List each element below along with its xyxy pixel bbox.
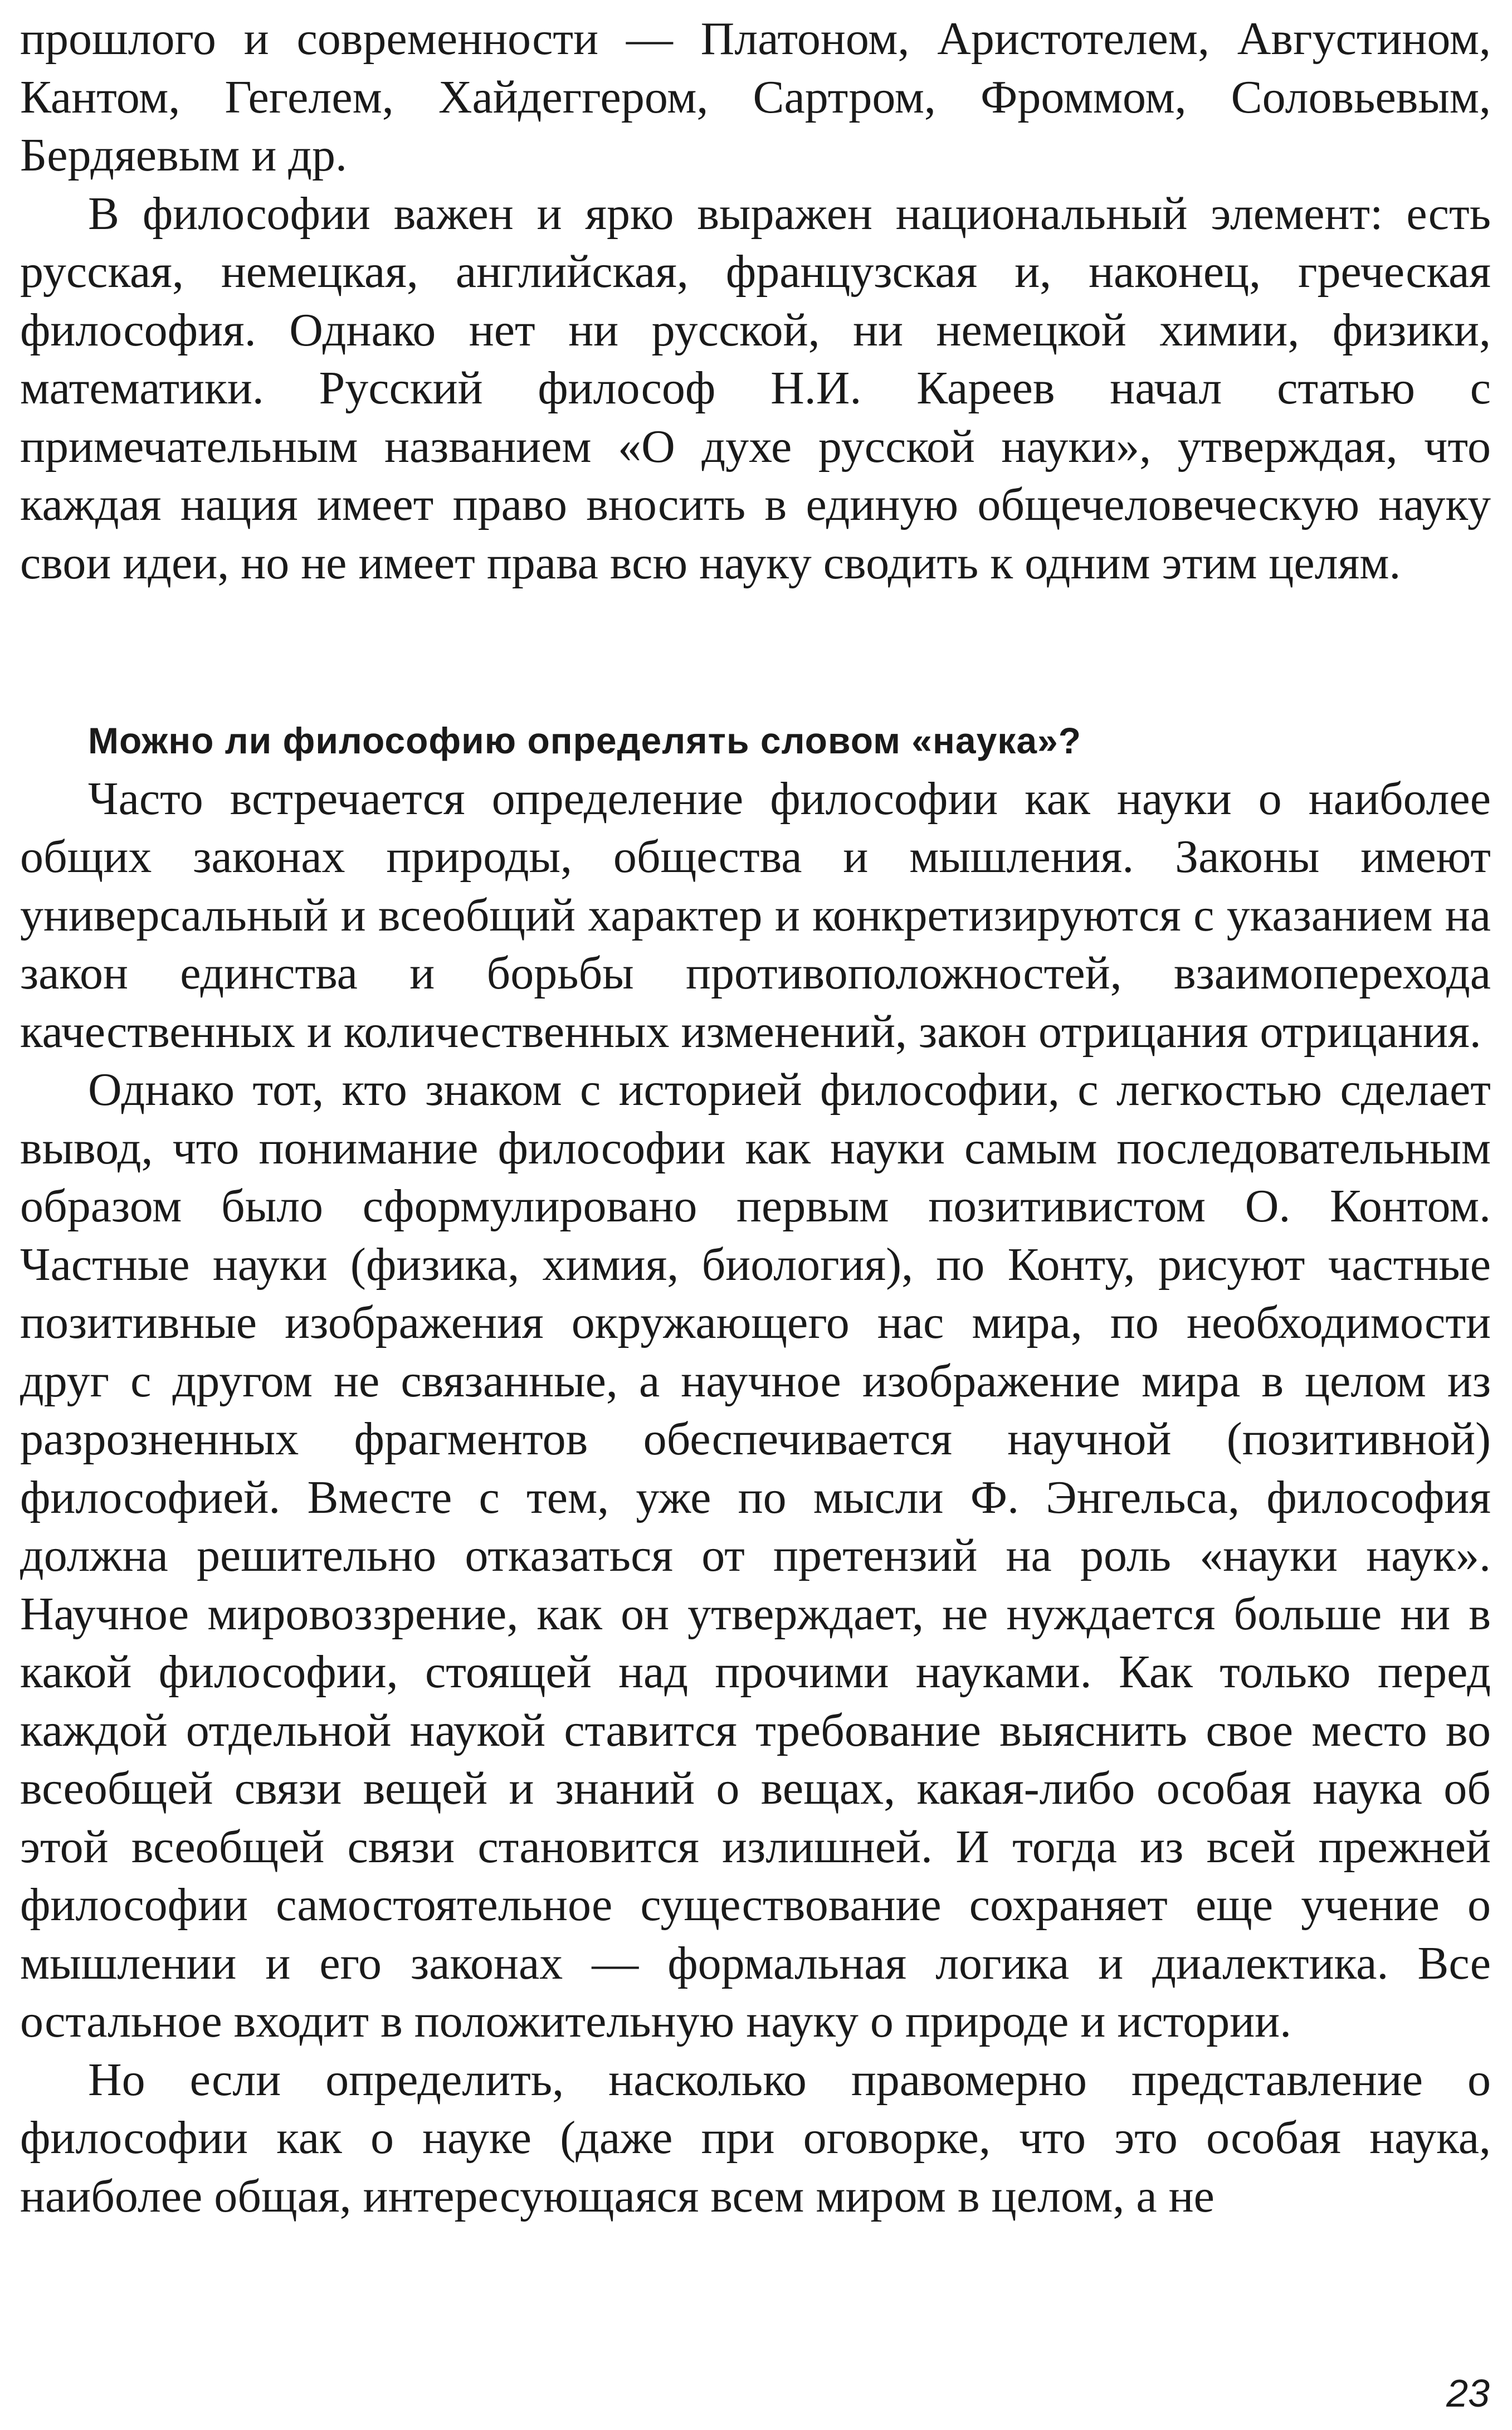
- section-gap: [20, 592, 1491, 712]
- paragraph-continued: прошлого и современности — Платоном, Аристотелем, Августином, Кантом, Гегелем, Хайдеггером, Сартром, Фроммом, Соловьевым, Бердяевым и др.: [20, 13, 1491, 181]
- paragraph-national-element: В философии важен и ярко выражен национальный элемент: есть русская, немецкая, английская, французская и, наконец, греческая философия. Однако нет ни русской, ни немецкой химии, физики, математики. Русский философ Н.И. Кареев начал статью с примечательным названием «О духе русской науки», утверждая, что каждая нация имеет право вносить в единую общечеловеческую науку свои идеи, но не имеет права всю науку сводить к одним этим целям.: [20, 187, 1491, 589]
- paragraph-positivism: Однако тот, кто знаком с историей философии, с легкостью сделает вывод, что понимание философии как науки самым последовательным образом было сформулировано первым позитивистом О. Контом. Частные науки (физика, химия, биология), по Конту, рисуют частные позитивные изображения окружающего нас мира, по необходимости друг с другом не связанные, а научное изображение мира в целом из разрозненных фрагментов обеспечивается научной (позитивной) философией. Вместе с тем, уже по мысли Ф. Энгельса, философия должна решительно отказаться от претензий на роль «науки наук». Научное мировоззрение, как он утверждает, не нуждается больше ни в какой философии, стоящей над прочими науками. Как только перед каждой отдельной наукой ставится требование выяснить свое место во всеобщей связи вещей и знаний о вещах, какая-либо особая наука об этой всеобщей связи становится излишней. И тогда из всей прежней философии самостоятельное существование сохраняет еще учение о мышлении и его законах — формальная логика и диалектика. Все остальное входит в положительную науку о природе и истории.: [20, 1064, 1491, 2047]
- section-heading: Можно ли философию определять словом «наука»?: [88, 720, 1082, 761]
- paragraph-conclusion: Но если определить, насколько правомерно представление о философии как о науке (даже при оговорке, что это особая наука, наиболее общая, интересующаяся всем миром в целом, а не: [20, 2053, 1491, 2222]
- text-column: [20, 10, 1491, 2226]
- paragraph-definition: Часто встречается определение философии как науки о наиболее общих законах природы, общества и мышления. Законы имеют универсальный и всеобщий характер и конкретизируются с указанием на закон единства и борьбы противоположностей, взаимоперехода качественных и количественных изменений, закон отрицания отрицания.: [20, 772, 1491, 1058]
- page-number: 23: [1446, 2371, 1490, 2415]
